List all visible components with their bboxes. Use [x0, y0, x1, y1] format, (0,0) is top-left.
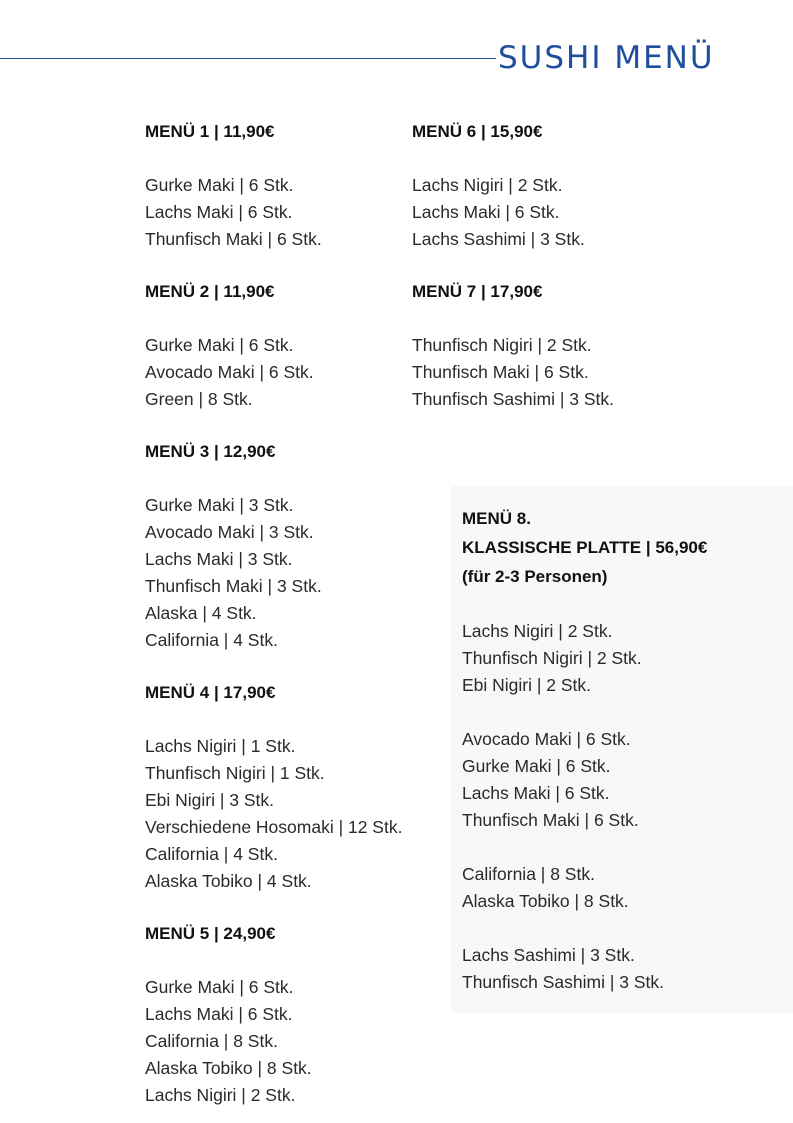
menu-item: Lachs Maki | 6 Stk.: [145, 202, 293, 222]
menu-item: Gurke Maki | 6 Stk.: [145, 335, 294, 355]
menu-item: Avocado Maki | 6 Stk.: [145, 362, 314, 382]
item-group: [462, 942, 707, 996]
menu-item: Alaska Tobiko | 4 Stk.: [145, 871, 312, 891]
menu-items: [462, 618, 707, 996]
menu-items: [412, 172, 585, 253]
menu-item: Thunfisch Sashimi | 3 Stk.: [462, 972, 664, 992]
menu-item: Lachs Sashimi | 3 Stk.: [412, 229, 585, 249]
menu-item: Thunfisch Maki | 3 Stk.: [145, 576, 322, 596]
menu-heading: MENÜ 2 | 11,90€: [145, 282, 275, 301]
menu-items: [412, 332, 614, 413]
menu-item: Alaska | 4 Stk.: [145, 603, 257, 623]
menu-4: [145, 679, 402, 895]
menu-item: Thunfisch Nigiri | 2 Stk.: [412, 335, 592, 355]
menu-item: Verschiedene Hosomaki | 12 Stk.: [145, 817, 403, 837]
menu-2: [145, 278, 314, 413]
menu-item: Lachs Maki | 6 Stk.: [412, 202, 560, 222]
menu-items: [145, 974, 312, 1109]
menu-heading: MENÜ 6 | 15,90€: [412, 122, 543, 141]
menu-item: Thunfisch Maki | 6 Stk.: [412, 362, 589, 382]
menu-item: Gurke Maki | 3 Stk.: [145, 495, 294, 515]
menu-item: California | 4 Stk.: [145, 844, 278, 864]
menu-item: Green | 8 Stk.: [145, 389, 253, 409]
menu-item: Thunfisch Maki | 6 Stk.: [462, 810, 639, 830]
menu-item: Lachs Maki | 6 Stk.: [462, 783, 610, 803]
menu-item: Gurke Maki | 6 Stk.: [462, 756, 611, 776]
menu-items: [145, 492, 322, 654]
menu-item: Lachs Nigiri | 1 Stk.: [145, 736, 296, 756]
menu-6: [412, 118, 585, 253]
menu-heading: MENÜ 7 | 17,90€: [412, 282, 543, 301]
menu-item: Gurke Maki | 6 Stk.: [145, 977, 294, 997]
menu-8-platte-box: [451, 486, 793, 1013]
menu-heading: MENÜ 4 | 17,90€: [145, 683, 276, 702]
menu-heading: MENÜ 3 | 12,90€: [145, 442, 276, 461]
menu-items: [145, 733, 402, 895]
menu-item: Ebi Nigiri | 3 Stk.: [145, 790, 275, 810]
menu-item: Thunfisch Maki | 6 Stk.: [145, 229, 322, 249]
page-title: SUSHI MENÜ: [498, 40, 715, 76]
menu-item: Lachs Maki | 3 Stk.: [145, 549, 293, 569]
menu-heading: MENÜ 5 | 24,90€: [145, 924, 276, 943]
menu-item: Gurke Maki | 6 Stk.: [145, 175, 294, 195]
menu-item: Ebi Nigiri | 2 Stk.: [462, 675, 592, 695]
title-rule: [0, 58, 496, 59]
menu-3: [145, 438, 322, 654]
menu-1: [145, 118, 322, 253]
item-group: [462, 726, 707, 834]
menu-heading: [462, 504, 707, 591]
menu-item: Lachs Maki | 6 Stk.: [145, 1004, 293, 1024]
menu-item: Lachs Sashimi | 3 Stk.: [462, 945, 635, 965]
menu-item: California | 8 Stk.: [462, 864, 595, 884]
menu-item: Lachs Nigiri | 2 Stk.: [462, 621, 613, 641]
menu-item: Thunfisch Nigiri | 1 Stk.: [145, 763, 325, 783]
platte-heading-line: KLASSISCHE PLATTE | 56,90€: [462, 538, 708, 557]
menu-heading: MENÜ 1 | 11,90€: [145, 122, 275, 141]
platte-subheading: (für 2-3 Personen): [462, 567, 608, 586]
menu-item: Thunfisch Sashimi | 3 Stk.: [412, 389, 614, 409]
menu-item: Avocado Maki | 6 Stk.: [462, 729, 631, 749]
menu-item: California | 8 Stk.: [145, 1031, 278, 1051]
menu-items: [145, 332, 314, 413]
menu-item: Avocado Maki | 3 Stk.: [145, 522, 314, 542]
menu-7: [412, 278, 614, 413]
menu-item: Lachs Nigiri | 2 Stk.: [145, 1085, 296, 1105]
menu-items: [145, 172, 322, 253]
menu-item: Alaska Tobiko | 8 Stk.: [145, 1058, 312, 1078]
menu-item: California | 4 Stk.: [145, 630, 278, 650]
item-group: [462, 861, 707, 915]
menu-item: Alaska Tobiko | 8 Stk.: [462, 891, 629, 911]
menu-5: [145, 920, 312, 1109]
platte-heading-line: MENÜ 8.: [462, 509, 531, 528]
item-group: [462, 618, 707, 699]
menu-item: Lachs Nigiri | 2 Stk.: [412, 175, 563, 195]
menu-item: Thunfisch Nigiri | 2 Stk.: [462, 648, 642, 668]
